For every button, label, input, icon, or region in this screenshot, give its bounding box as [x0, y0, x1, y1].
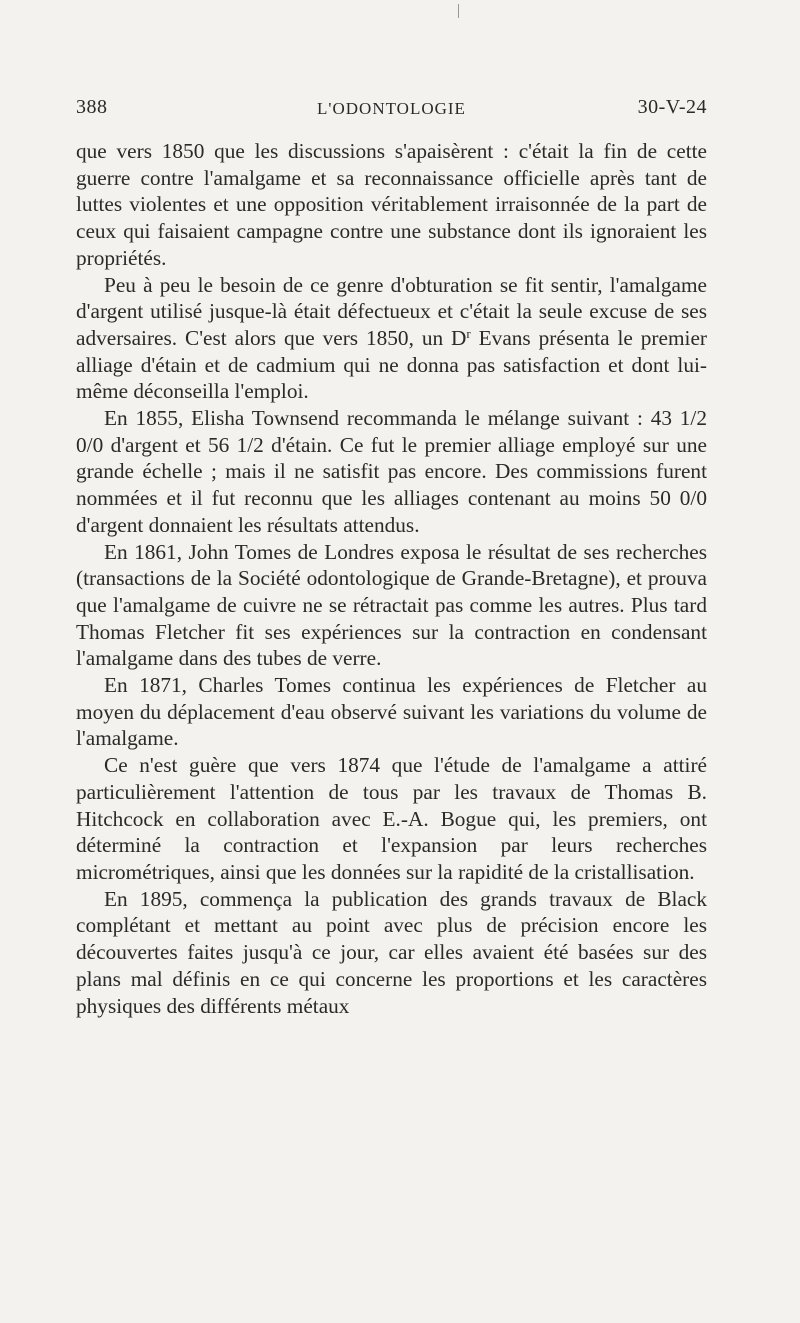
page-number: 388	[76, 96, 108, 118]
paragraph-7: En 1895, commença la publication des grands travaux de Black complétant et mettant au point avec plus de précision encore les découvertes faites jusqu'à ce jour, car elles avaient été basées sur des plans mal définis en ce qui concerne les proportions et les caractères physiques des différents métaux	[76, 886, 707, 1018]
doctor-abbrev-superscript: r	[466, 325, 471, 341]
paragraph-4: En 1861, John Tomes de Londres exposa le résultat de ses recherches (transactions de la Société odontologique de Grande-Bretagne), et prouva que l'amalgame de cuivre ne se rétractait pas comme les autres. Plus tard Thomas Fletcher fit ses expériences sur la contraction en condensant l'amalgame dans des tubes de verre.	[76, 539, 707, 671]
paragraph-3: En 1855, Elisha Townsend recommanda le mélange suivant : 43 1/2 0/0 d'argent et 56 1/2 d'étain. Ce fut le premier alliage employé sur une grande échelle ; mais il ne satisfit pas encore. Des commissions furent nommées et il fut reconnu que les alliages contenant au moins 50 0/0 d'argent donnaient les résultats attendus.	[76, 406, 707, 537]
paragraph-2	[76, 272, 707, 406]
paragraph-2-head: Peu à peu le besoin de ce genre d'obturation se fit sentir, l'amalgame d'argent utilisé jusque-là était défectueux et c'était la seule excuse de ses adversaires. C'est alors que vers 1850, un D	[76, 272, 707, 350]
paragraph-6: Ce n'est guère que vers 1874 que l'étude de l'amalgame a attiré particulièrement l'attention de tous par les travaux de Thomas B. Hitchcock en collaboration avec E.-A. Bogue qui, les premiers, ont déterminé la contraction et l'expansion par leurs recherches micrométriques, ainsi que les données sur la rapidité de la cristallisation.	[76, 753, 707, 884]
paragraph-5: En 1871, Charles Tomes continua les expériences de Fletcher au moyen du déplacement d'eau observé suivant les variations du volume de l'amalgame.	[76, 673, 707, 751]
scan-mark	[458, 4, 459, 18]
body-text	[76, 138, 707, 1019]
paragraph-2-tail: Evans présenta le premier alliage d'étain et de cadmium qui ne donna pas satisfaction et dont lui-même déconseilla l'emploi.	[76, 325, 707, 404]
journal-title: L'ODONTOLOGIE	[317, 99, 466, 118]
running-header	[76, 96, 707, 126]
issue-date: 30-V-24	[637, 96, 707, 118]
paragraph-1: que vers 1850 que les discussions s'apaisèrent : c'était la fin de cette guerre contre l'amalgame et sa reconnaissance officielle après tant de luttes violentes et une opposition véritablement irraisonnée de la part de ceux qui faisaient campagne contre une substance dont ils ignoraient les propriétés.	[76, 139, 707, 270]
